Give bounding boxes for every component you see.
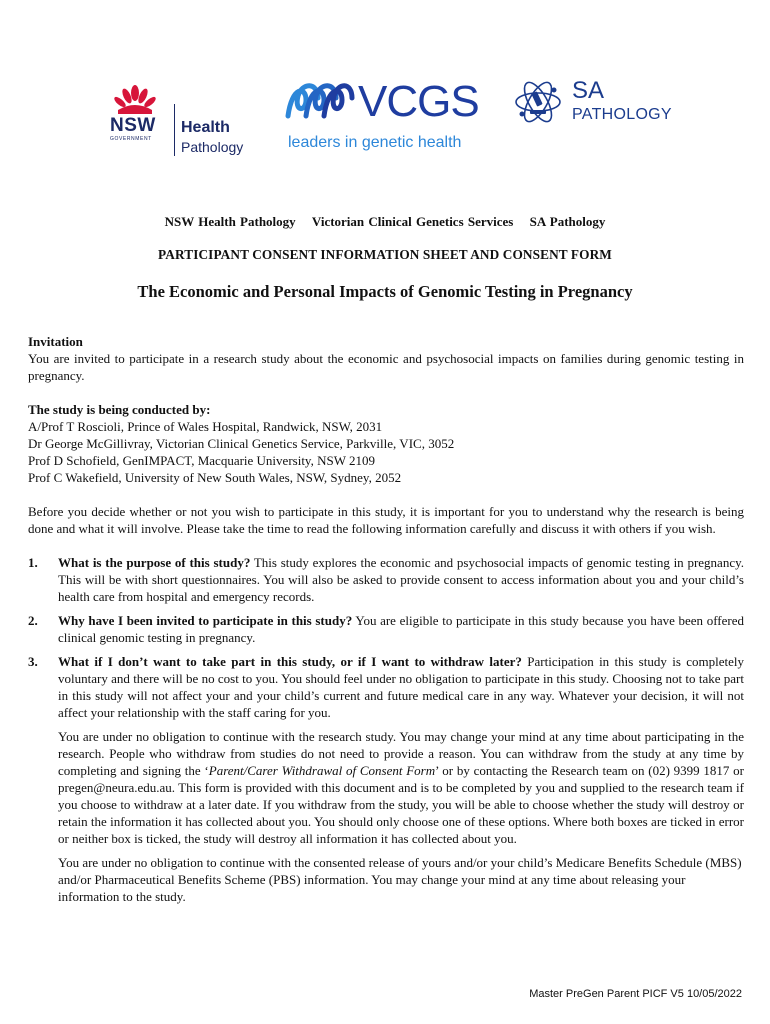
withdrawal-form-name: Parent/Carer Withdrawal of Consent Form (208, 763, 436, 778)
document-body (28, 333, 744, 905)
sa-wordmark: SA (572, 77, 605, 104)
answer-text: Participation in this study is completely voluntary and there will be no cost to you. You should feel under no obligation to participate in this study. Choosing not to take part in this study will not affect your and your child’s current and future medical care in any way. Whatever your decision, it will not affect your relationship with the staff caring for you. (58, 654, 744, 720)
invitation-heading: Invitation (28, 334, 83, 349)
nsw-wordmark: NSW (110, 115, 156, 136)
footer-version: Master PreGen Parent PICF V5 10/05/2022 (529, 988, 742, 1000)
question-item-1 (28, 554, 744, 605)
investigator-2: Dr George McGillivray, Victorian Clinical Genetics Service, Parkville, VIC, 3052 (28, 436, 455, 451)
health-wordmark: Health (181, 119, 230, 136)
question-number: 2. (28, 613, 38, 628)
conducted-heading: The study is being conducted by: (28, 402, 211, 417)
logo-bar (0, 68, 770, 158)
sa-pathology-wordmark: PATHOLOGY (572, 106, 672, 123)
answer-text: This study explores the economic and psychosocial impacts of genomic testing in pregnancy. This will be with short questionnaires. You will also be asked to provide consent to access information about you and your child’s health care from hospital and emergency records. (58, 555, 744, 604)
invitation-text: You are invited to participate in a research study about the economic and psychosocial impacts on families during genomic testing in pregnancy. (28, 351, 744, 383)
investigator-4: Prof C Wakefield, University of New South Wales, NSW, Sydney, 2052 (28, 470, 402, 485)
vcgs-tagline: leaders in genetic health (288, 134, 462, 151)
vcgs-wordmark: VCGS (358, 77, 479, 126)
study-title: The Economic and Personal Impacts of Genomic Testing in Pregnancy (137, 282, 633, 301)
pathology-wordmark: Pathology (181, 139, 244, 155)
waratah-icon (114, 84, 156, 114)
withdrawal-text-2: ’ or by contacting the Research team on (02) 9399 1817 or pregen@neura.edu.au. This form is provided with this document and is to be completed by you and supplied to the research team if you choose to withdraw at a later date. If you withdraw from the study, you will be able to choose whether the study will destroy or retain the information it has collected about you. You should only choose one of these options. Where both boxes are ticked in error or neither box is ticked, the study will destroy all information it has collected about you. (58, 763, 744, 846)
investigator-1: A/Prof T Roscioli, Prince of Wales Hospital, Randwick, NSW, 2031 (28, 419, 383, 434)
vcgs-logo (284, 74, 494, 158)
org-vcgs: Victorian Clinical Genetics Services (311, 214, 514, 229)
medicare-text: You are under no obligation to continue with the consented release of yours and/or your child’s Medicare Benefits Schedule (MBS) and/or Pharmaceutical Benefits Scheme (PBS) information. You may change your mind at any time about releasing your information to the study. (58, 855, 742, 904)
answer-text: You are eligible to participate in this study because you have been offered clinical genomic testing in pregnancy. (58, 613, 744, 645)
question-number: 3. (28, 654, 38, 669)
atom-microscope-icon (514, 80, 564, 124)
withdrawal-paragraph (28, 728, 744, 847)
question-text: What is the purpose of this study? (58, 555, 251, 570)
nsw-health-pathology-logo (108, 84, 258, 155)
question-item-2 (28, 612, 744, 646)
org-nsw: NSW Health Pathology (164, 214, 296, 229)
org-sa: SA Pathology (529, 214, 606, 229)
question-text: What if I don’t want to take part in this study, or if I want to withdraw later? (58, 654, 522, 669)
dna-loop-icon (284, 76, 356, 122)
government-wordmark: GOVERNMENT (110, 136, 152, 142)
organisations-line (0, 214, 770, 230)
question-text: Why have I been invited to participate in this study? (58, 613, 353, 628)
intro-paragraph: Before you decide whether or not you wish to participate in this study, it is important for you to understand why the research is being done and what it will involve. Please take the time to read the following information carefully and discuss it with others if you wish. (28, 504, 744, 536)
medicare-paragraph (28, 854, 744, 905)
investigator-3: Prof D Schofield, GenIMPACT, Macquarie University, NSW 2109 (28, 453, 375, 468)
withdrawal-text-1: You are under no obligation to continue with the research study. You may change your mind at any time about participating in the research. People who withdraw from studies do not need to provide a reason. You can withdraw from the study at any time by completing and signing the ‘ (58, 729, 744, 778)
logo-divider (174, 104, 175, 156)
document-title: PARTICIPANT CONSENT INFORMATION SHEET AND CONSENT FORM (158, 247, 612, 262)
sa-pathology-logo (514, 77, 684, 130)
question-number: 1. (28, 555, 38, 570)
question-item-3 (28, 653, 744, 721)
